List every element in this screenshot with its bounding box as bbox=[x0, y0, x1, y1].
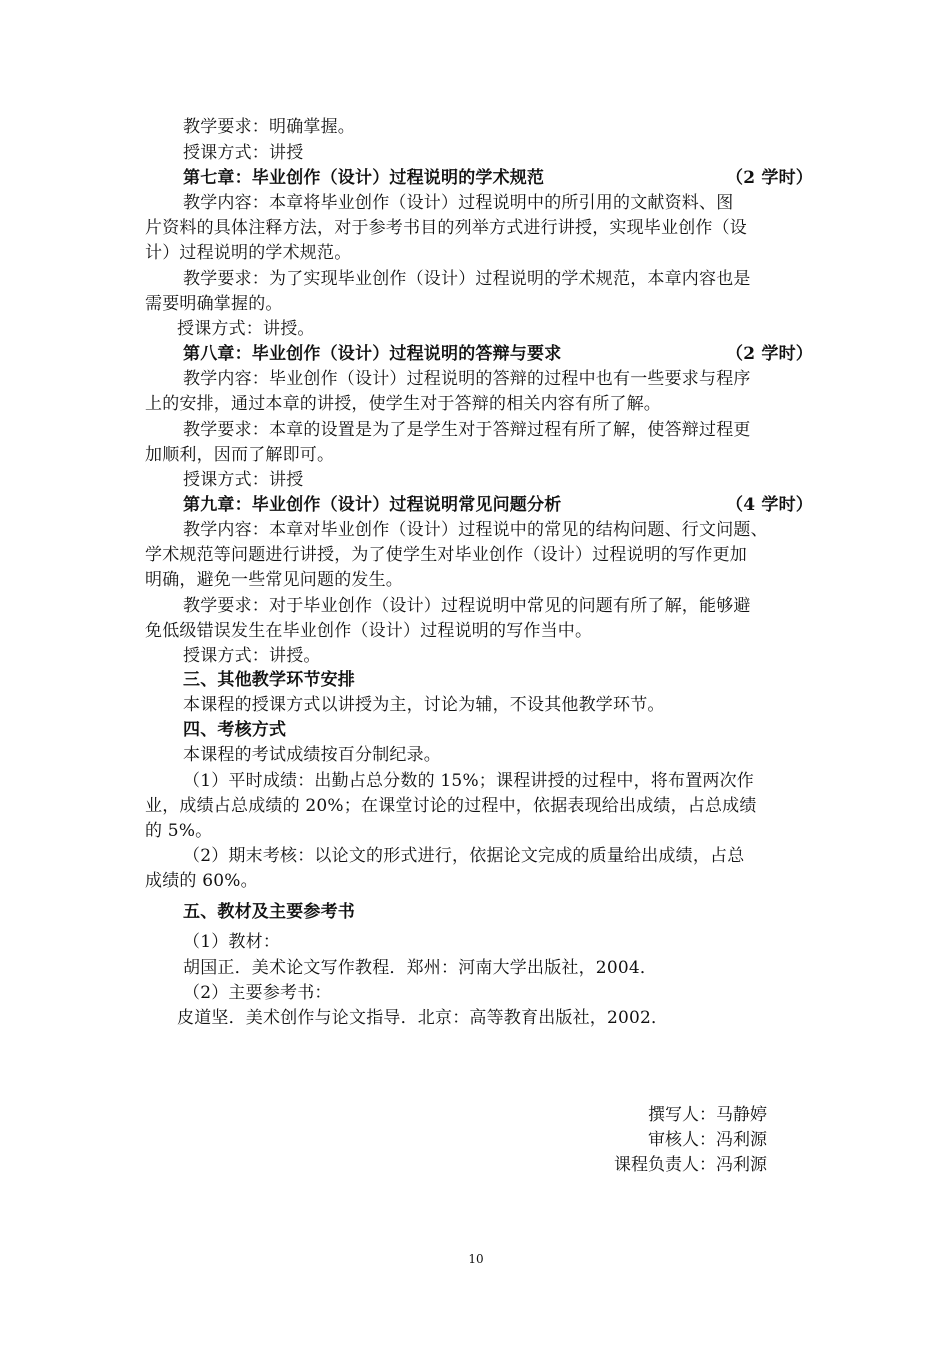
text-line: 教学要求：为了实现毕业创作（设计）过程说明的学术规范，本章内容也是 bbox=[183, 269, 751, 289]
text-line: 本课程的考试成绩按百分制纪录。 bbox=[183, 745, 441, 765]
page-number: 10 bbox=[468, 1252, 484, 1266]
text-line: 明确，避免一些常见问题的发生。 bbox=[145, 570, 403, 590]
chapter-9-heading bbox=[183, 493, 813, 517]
chapter-hours: （2 学时） bbox=[726, 344, 813, 364]
text-line: （2）期末考核：以论文的形式进行，依据论文完成的质量给出成绩，占总 bbox=[183, 846, 745, 866]
text-line: 教学要求：对于毕业创作（设计）过程说明中常见的问题有所了解，能够避 bbox=[183, 596, 751, 616]
text-line: 片资料的具体注释方法，对于参考书目的列举方式进行讲授，实现毕业创作（设 bbox=[145, 218, 747, 238]
text-line: （1）教材： bbox=[183, 932, 281, 952]
text-line: 业，成绩占总成绩的 20%；在课堂讨论的过程中，依据表现给出成绩，占总成绩 bbox=[145, 796, 757, 816]
chapter-8-heading bbox=[183, 342, 813, 366]
text-line: 授课方式：讲授。 bbox=[177, 319, 315, 339]
section-5-heading: 五、教材及主要参考书 bbox=[183, 902, 355, 922]
text-line: 教学内容：本章对毕业创作（设计）过程说中的常见的结构问题、行文问题、 bbox=[183, 520, 768, 540]
chapter-title: 第八章：毕业创作（设计）过程说明的答辩与要求 bbox=[183, 344, 562, 364]
chapter-title: 第七章：毕业创作（设计）过程说明的学术规范 bbox=[183, 168, 545, 188]
text-line: 授课方式：讲授。 bbox=[183, 646, 321, 666]
text-line: 计）过程说明的学术规范。 bbox=[145, 243, 352, 263]
section-3-heading: 三、其他教学环节安排 bbox=[183, 670, 355, 690]
reviewer-signature: 审核人：冯利源 bbox=[648, 1130, 767, 1150]
chapter-hours: （2 学时） bbox=[726, 168, 813, 188]
chapter-hours: （4 学时） bbox=[726, 495, 813, 515]
section-4-heading: 四、考核方式 bbox=[183, 720, 287, 740]
text-line: 教学要求：明确掌握。 bbox=[183, 117, 355, 137]
chapter-7-heading bbox=[183, 166, 813, 190]
text-line: 本课程的授课方式以讲授为主，讨论为辅，不设其他教学环节。 bbox=[183, 695, 665, 715]
text-line: 上的安排，通过本章的讲授，使学生对于答辩的相关内容有所了解。 bbox=[145, 394, 661, 414]
text-line: 免低级错误发生在毕业创作（设计）过程说明的写作当中。 bbox=[145, 621, 593, 641]
text-line: 成绩的 60%。 bbox=[145, 871, 258, 891]
responsible-signature: 课程负责人：冯利源 bbox=[614, 1155, 767, 1175]
text-line: 授课方式：讲授 bbox=[183, 470, 304, 490]
reference-item: 胡国正．美术论文写作教程．郑州：河南大学出版社，2004． bbox=[183, 958, 658, 978]
reference-item: 皮道坚．美术创作与论文指导．北京：高等教育出版社，2002． bbox=[177, 1008, 669, 1028]
text-line: 授课方式：讲授 bbox=[183, 143, 304, 163]
text-line: 加顺利，因而了解即可。 bbox=[145, 445, 335, 465]
text-line: 需要明确掌握的。 bbox=[145, 294, 283, 314]
text-line: 教学内容：毕业创作（设计）过程说明的答辩的过程中也有一些要求与程序 bbox=[183, 369, 751, 389]
text-line: （2）主要参考书： bbox=[183, 983, 332, 1003]
text-line: 教学要求：本章的设置是为了是学生对于答辩过程有所了解，使答辩过程更 bbox=[183, 420, 751, 440]
chapter-title: 第九章：毕业创作（设计）过程说明常见问题分析 bbox=[183, 495, 562, 515]
writer-signature: 撰写人：马静婷 bbox=[648, 1105, 767, 1125]
text-line: （1）平时成绩：出勤占总分数的 15%；课程讲授的过程中，将布置两次作 bbox=[183, 771, 755, 791]
text-line: 学术规范等问题进行讲授，为了使学生对毕业创作（设计）过程说明的写作更加 bbox=[145, 545, 747, 565]
text-line: 的 5%。 bbox=[145, 821, 213, 841]
text-line: 教学内容：本章将毕业创作（设计）过程说明中的所引用的文献资料、图 bbox=[183, 193, 734, 213]
